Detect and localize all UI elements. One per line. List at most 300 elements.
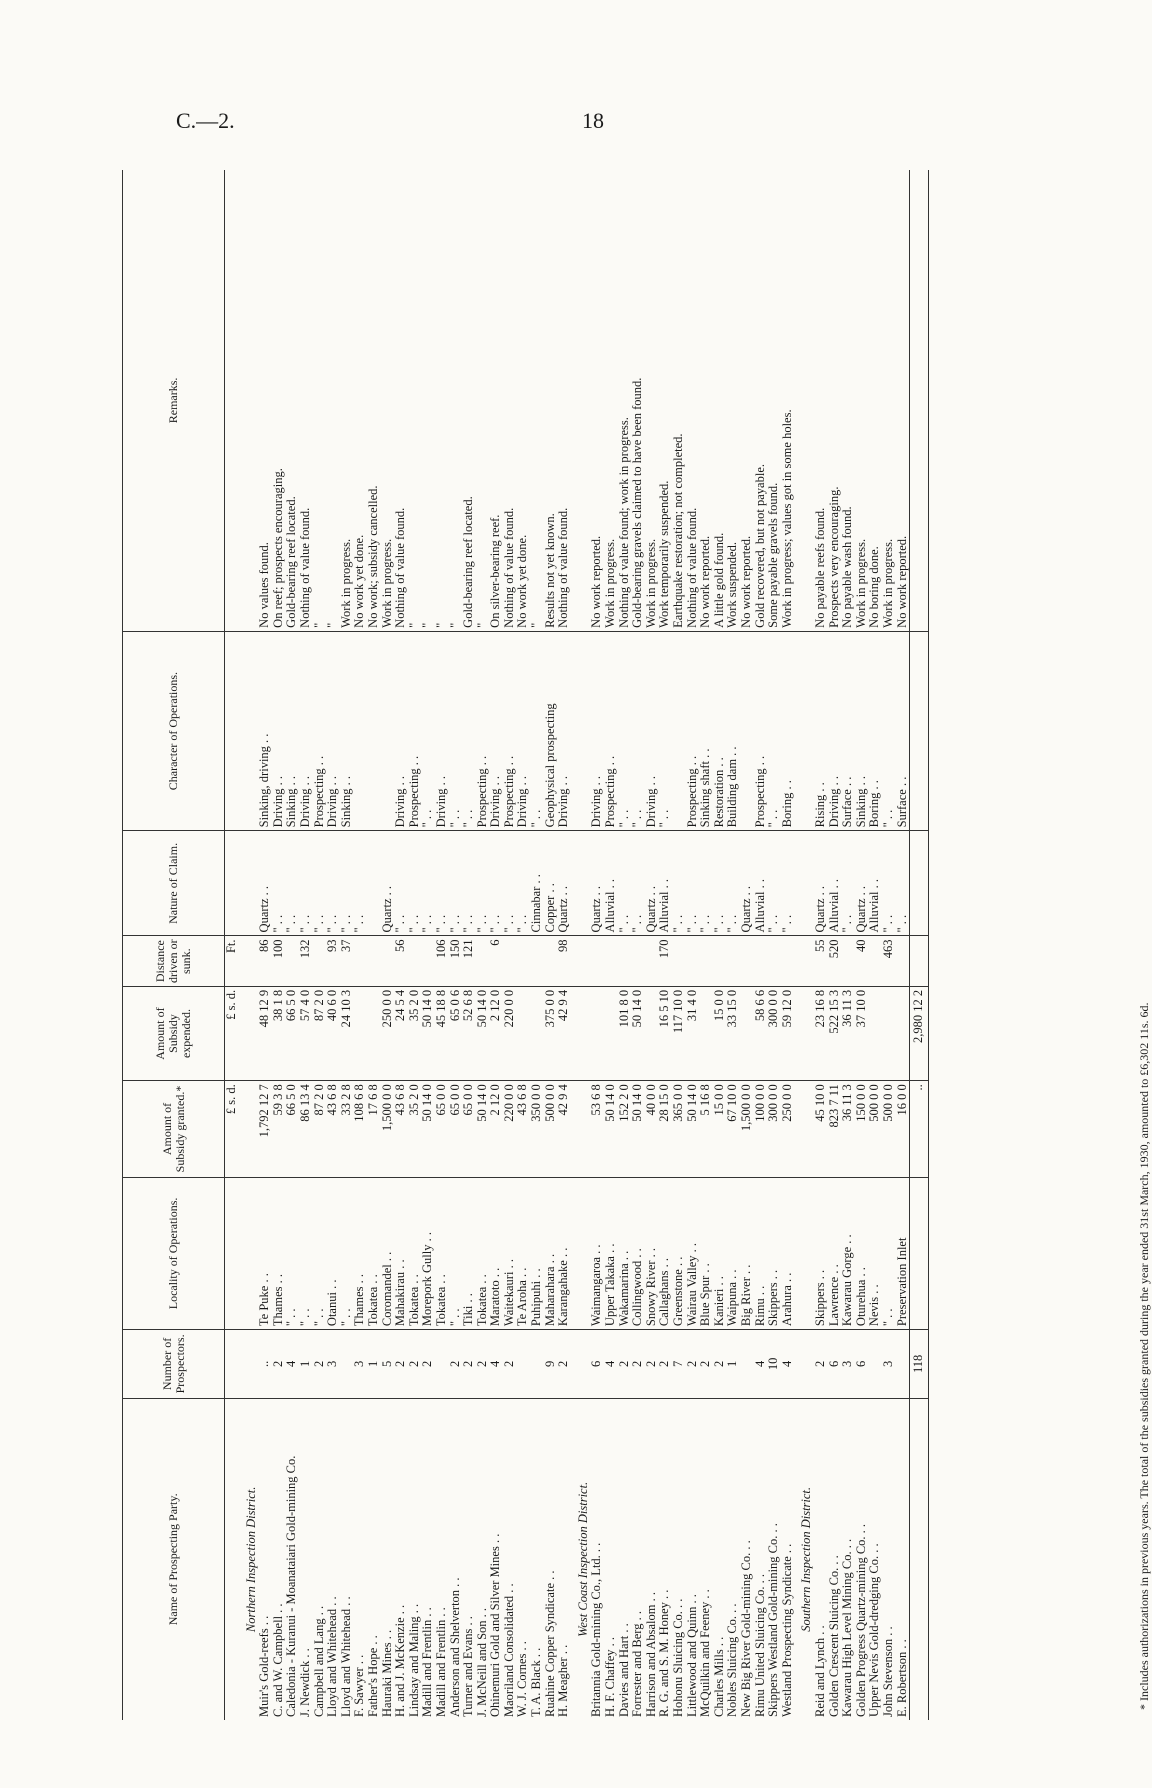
distance: 6 [489,936,503,986]
col-header-character: Character of Operations. [123,631,225,831]
distance [353,936,367,986]
remarks: " [313,170,327,631]
subsidy-granted: 5 16 8 [699,1081,713,1178]
prospector-count: 7 [672,1330,686,1399]
remarks: Nothing of value found; work in progress. [618,170,632,631]
party-name: Hauraki Mines . . [379,1629,394,1717]
party-name: T. A. Black . . [529,1647,544,1717]
distance [590,936,604,986]
claim-nature [367,831,381,936]
claim-nature: " . . [631,831,645,936]
operations-character: Driving . . [489,631,503,831]
table-row [557,170,571,1720]
subsidy-granted: 108 6 8 [353,1081,367,1178]
prospector-count: 2 [814,1330,828,1399]
claim-nature: " . . [299,831,313,936]
claim-nature: Quartz . . [557,831,571,936]
col-header-locality: Locality of Operations. [123,1177,225,1329]
claim-nature: Alluvial . . [604,831,618,936]
table-row [449,170,463,1720]
subsidy-expended: 50 14 0 [421,986,435,1080]
totals-row [910,170,929,1720]
distance [421,936,435,986]
subsidy-granted: 67 10 0 [726,1081,740,1178]
table-row [713,170,727,1720]
operations-character: " . . [449,631,463,831]
claim-nature: " . . [489,831,503,936]
subsidy-expended: 220 0 0 [503,986,517,1080]
operations-character: Sinking . . [285,631,299,831]
subsidy-expended: 40 6 0 [326,986,340,1080]
locality: Nevis . . [868,1177,882,1329]
table-row [503,170,517,1720]
remarks: No work yet done. [516,170,530,631]
party-name: Reid and Lynch . . [812,1625,827,1717]
locality: Arahura . . [781,1177,795,1329]
distance: 121 [462,936,476,986]
page-number: 18 [582,108,604,133]
subsidy-expended: 66 5 0 [285,986,299,1080]
operations-character: Driving . . [299,631,313,831]
distance: 132 [299,936,313,986]
locality: Morepork Gully . . [421,1177,435,1329]
locality: Maratoto . . [489,1177,503,1329]
locality: Te Aroha . . [516,1177,530,1329]
distance [686,936,700,986]
subsidy-granted: 100 0 0 [754,1081,768,1178]
locality: Callaghans . . [658,1177,672,1329]
distance [699,936,713,986]
subsidy-expended [530,986,544,1080]
party-name: H. Meagher . . [556,1644,571,1717]
subsidy-granted: 220 0 0 [503,1081,517,1178]
subsidy-granted: 823 7 11 [828,1081,842,1178]
claim-nature: Quartz . . [381,831,395,936]
units-row [225,170,239,1720]
remarks: Prospects very encouraging. [828,170,842,631]
table-row [896,170,910,1720]
table-row [516,170,530,1720]
distance: 56 [394,936,408,986]
claim-nature: " . . [503,831,517,936]
table-row [767,170,781,1720]
locality: Puhipuhi . . [530,1177,544,1329]
locality: Waimangaroa . . [590,1177,604,1329]
distance [618,936,632,986]
subsidy-granted: 350 0 0 [530,1081,544,1178]
operations-character: Sinking . . [855,631,869,831]
table-row [645,170,659,1720]
prospector-count [530,1330,544,1399]
party-name: Charles Mills . . [711,1636,726,1717]
party-name: Ohinemuri Gold and Silver Mines . . [488,1533,503,1717]
prospector-count: 2 [713,1330,727,1399]
party-name: Lloyd and Whitehead . . [325,1596,340,1717]
locality: Waitekauri . . [503,1177,517,1329]
claim-nature: " . . [326,831,340,936]
subsidy-expended: 31 4 0 [686,986,700,1080]
party-name: Kawarau High Level Mining Co. . . [840,1538,855,1717]
prospector-count: 2 [476,1330,490,1399]
operations-character: Driving . . [435,631,449,831]
distance [313,936,327,986]
prospector-count: 2 [699,1330,713,1399]
district-heading-row [571,170,591,1720]
prospector-count: 10 [767,1330,781,1399]
locality: Thames . . [353,1177,367,1329]
locality: Snowy River . . [645,1177,659,1329]
locality: Wakamarina . . [618,1177,632,1329]
operations-character: " . . [462,631,476,831]
claim-nature: " . . [353,831,367,936]
party-name: C. and W. Campbell . . [270,1603,285,1717]
remarks: Work suspended. [726,170,740,631]
claim-nature: " . . [618,831,632,936]
prospector-count: 4 [285,1330,299,1399]
table-row [882,170,896,1720]
subsidy-expended: 24 10 3 [340,986,354,1080]
operations-character: " . . [530,631,544,831]
distance [544,936,558,986]
locality: Te Puke . . [258,1177,272,1329]
prospector-count: 3 [841,1330,855,1399]
remarks: " [326,170,340,631]
district-name: West Coast Inspection District. [575,1481,590,1637]
operations-character: Surface . . [896,631,910,831]
operations-character: Driving . . [557,631,571,831]
claim-nature: Quartz . . [645,831,659,936]
claim-nature: " . . [435,831,449,936]
party-name: F. Sawyer . . [352,1654,367,1717]
table-row [258,170,272,1720]
remarks: Gold recovered, but not payable. [754,170,768,631]
party-name: H. F. Chaffey . . [603,1636,618,1717]
distance [726,936,740,986]
claim-nature: Alluvial . . [754,831,768,936]
distance: 40 [855,936,869,986]
party-name: Father's Hope . . [365,1635,380,1717]
distance [631,936,645,986]
remarks: Nothing of value found. [686,170,700,631]
party-name: Madill and Frentlin . . [433,1607,448,1717]
operations-character: Driving . . [394,631,408,831]
subsidy-expended: 15 0 0 [713,986,727,1080]
col-header-nature: Nature of Claim. [123,831,225,936]
party-name: Lindsay and Maling . . [406,1603,421,1717]
subsidy-granted: 45 10 0 [814,1081,828,1178]
subsidy-granted: 50 14 0 [631,1081,645,1178]
remarks: " [421,170,435,631]
prospector-count [340,1330,354,1399]
locality: " . . [285,1177,299,1329]
claim-nature: " . . [686,831,700,936]
table-row [726,170,740,1720]
distance: 37 [340,936,354,986]
party-name: Rimu United Sluicing Co. . . [752,1573,767,1717]
subsidy-granted: 17 6 8 [367,1081,381,1178]
remarks: Gold-bearing gravels claimed to have been found. [631,170,645,631]
prospector-count: 4 [604,1330,618,1399]
remarks: No work; subsidy cancelled. [367,170,381,631]
prospector-count: 3 [353,1330,367,1399]
subsidy-granted: 365 0 0 [672,1081,686,1178]
distance [408,936,422,986]
table-row [699,170,713,1720]
locality: " . . [340,1177,354,1329]
distance [841,936,855,986]
subsidy-granted: 152 2 0 [618,1081,632,1178]
table-row [367,170,381,1720]
claim-nature: " . . [394,831,408,936]
subsidy-expended [367,986,381,1080]
subsidy-granted: 500 0 0 [882,1081,896,1178]
distance [754,936,768,986]
prospector-count: 2 [313,1330,327,1399]
locality: Kanieri . . [713,1177,727,1329]
claim-nature: " . . [272,831,286,936]
subsidy-granted: 50 14 0 [421,1081,435,1178]
locality: " . . [313,1177,327,1329]
operations-character [672,631,686,831]
remarks: Work in progress. [855,170,869,631]
subsidy-granted: 87 2 0 [313,1081,327,1178]
party-name: Campbell and Lang . . [311,1605,326,1717]
claim-nature: " . . [476,831,490,936]
subsidy-expended: 24 5 4 [394,986,408,1080]
remarks: Results not yet known. [544,170,558,631]
party-name: Westland Prospecting Syndicate . . [779,1543,794,1717]
prospector-count: 3 [882,1330,896,1399]
party-name: Skippers Westland Gold-mining Co. . . [766,1523,781,1717]
unit-distance: Ft. [225,936,239,986]
prospector-count: 2 [421,1330,435,1399]
locality: Coromandel . . [381,1177,395,1329]
table-row [855,170,869,1720]
locality: Otanui . . [326,1177,340,1329]
operations-character: Driving . . [645,631,659,831]
claim-nature: " . . [896,831,910,936]
claim-nature: " . . [699,831,713,936]
table-row [658,170,672,1720]
party-name: R. G. and S. M. Honey . . [657,1589,672,1717]
remarks: Some payable gravels found. [767,170,781,631]
table-body [225,170,910,1720]
subsidy-granted: 500 0 0 [868,1081,882,1178]
remarks: No work reported. [740,170,754,631]
total-expended: 2,980 12 2 [910,986,929,1080]
subsidy-granted: 250 0 0 [781,1081,795,1178]
prospector-count: 2 [557,1330,571,1399]
party-name: J. McNeill and Son . . [474,1607,489,1717]
subsidy-granted: 66 5 0 [285,1081,299,1178]
operations-character: Geophysical prospecting [544,631,558,831]
table-row [814,170,828,1720]
subsidy-granted: 65 0 0 [462,1081,476,1178]
subsidy-expended [645,986,659,1080]
table-row [394,170,408,1720]
subsidy-granted: 50 14 0 [686,1081,700,1178]
locality: Big River . . [740,1177,754,1329]
distance [476,936,490,986]
distance: 170 [658,936,672,986]
remarks: A little gold found. [713,170,727,631]
subsidy-granted: 150 0 0 [855,1081,869,1178]
district-heading-row [794,170,814,1720]
remarks: Nothing of value found. [299,170,313,631]
subsidy-expended: 45 18 8 [435,986,449,1080]
table-row [489,170,503,1720]
operations-character: Building dam . . [726,631,740,831]
locality: Maharahara . . [544,1177,558,1329]
table-row [353,170,367,1720]
col-header-remarks: Remarks. [123,170,225,631]
subsidy-expended: 35 2 0 [408,986,422,1080]
distance [781,936,795,986]
table-row [841,170,855,1720]
party-name: Ruahine Copper Syndicate . . [542,1570,557,1717]
prospector-count [896,1330,910,1399]
subsidy-expended: 23 16 8 [814,986,828,1080]
subsidy-granted: 500 0 0 [544,1081,558,1178]
remarks: Earthquake restoration; not completed. [672,170,686,631]
report-code: C.—2. [176,108,235,133]
table-row [618,170,632,1720]
distance: 55 [814,936,828,986]
party-name: Littlewood and Quinn . . [684,1594,699,1717]
table-row [408,170,422,1720]
subsidy-granted: 28 15 0 [658,1081,672,1178]
table-row [285,170,299,1720]
party-name: Madill and Frentlin . . [420,1607,435,1717]
subsidy-granted: 50 14 0 [476,1081,490,1178]
remarks: Work temporarily suspended. [658,170,672,631]
total-prospectors: 118 [910,1330,929,1399]
locality: Tokatea . . [367,1177,381,1329]
distance [530,936,544,986]
locality: Karangahake . . [557,1177,571,1329]
locality: Greenstone . . [672,1177,686,1329]
prospector-count [740,1330,754,1399]
operations-character: Restoration . . [713,631,727,831]
remarks: " [530,170,544,631]
remarks: No payable wash found. [841,170,855,631]
operations-character: Sinking shaft . . [699,631,713,831]
party-name: Muir's Gold-reefs . . [257,1615,272,1717]
col-header-granted: Amount of Subsidy granted.* [123,1081,225,1178]
operations-character: Driving . . [590,631,604,831]
remarks: No payable reefs found. [814,170,828,631]
unit-expended: £ s. d. [225,986,239,1080]
table-row [631,170,645,1720]
party-name: Anderson and Shelverton . . [447,1577,462,1717]
table-row [740,170,754,1720]
prospector-count: 3 [326,1330,340,1399]
prospector-count: .. [258,1330,272,1399]
prospector-count: 2 [272,1330,286,1399]
table-row [672,170,686,1720]
subsidy-granted: 15 0 0 [713,1081,727,1178]
prospector-count [868,1330,882,1399]
claim-nature: " . . [781,831,795,936]
claim-nature: " . . [841,831,855,936]
subsidy-expended: 48 12 9 [258,986,272,1080]
subsidy-expended [740,986,754,1080]
distance [896,936,910,986]
remarks: " [449,170,463,631]
subsidy-expended [896,986,910,1080]
claim-nature: " . . [882,831,896,936]
remarks: Work in progress. [645,170,659,631]
table-row [326,170,340,1720]
prospecting-subsidies-table [122,170,929,1720]
remarks: Gold-bearing reef located. [462,170,476,631]
distance: 106 [435,936,449,986]
subsidy-expended: 58 6 6 [754,986,768,1080]
prospector-count [516,1330,530,1399]
table-row [272,170,286,1720]
claim-nature: Alluvial . . [658,831,672,936]
remarks: Nothing of value found. [503,170,517,631]
subsidy-expended [590,986,604,1080]
distance: 86 [258,936,272,986]
claim-nature: Quartz . . [258,831,272,936]
locality: Wairau Valley . . [686,1177,700,1329]
prospector-count: 9 [544,1330,558,1399]
table-row [476,170,490,1720]
prospector-count: 2 [686,1330,700,1399]
distance [503,936,517,986]
prospector-count: 2 [631,1330,645,1399]
subsidy-expended: 42 9 4 [557,986,571,1080]
subsidy-granted: 65 0 0 [435,1081,449,1178]
claim-nature: Alluvial . . [828,831,842,936]
district-name: Southern Inspection District. [799,1486,814,1632]
claim-nature: Quartz . . [814,831,828,936]
locality: Kawarau Gorge . . [841,1177,855,1329]
party-name: H. and J. McKenzie . . [393,1604,408,1717]
party-name: John Stevenson . . [880,1626,895,1717]
col-header-party: Name of Prospecting Party. [123,1398,225,1720]
remarks: No work reported. [896,170,910,631]
operations-character: Driving . . [828,631,842,831]
locality: " . . [449,1177,463,1329]
locality: Collingwood . . [631,1177,645,1329]
distance [516,936,530,986]
claim-nature: Cinnabar . . [530,831,544,936]
prospector-count [435,1330,449,1399]
prospector-count: 6 [590,1330,604,1399]
subsidy-granted: 50 14 0 [604,1081,618,1178]
subsidy-expended: 65 0 6 [449,986,463,1080]
col-header-distance: Distance driven or sunk. [123,936,225,986]
table-row [781,170,795,1720]
table-row [604,170,618,1720]
operations-character: Prospecting . . [476,631,490,831]
subsidy-expended: 522 15 3 [828,986,842,1080]
claim-nature: " . . [767,831,781,936]
remarks: Nothing of value found. [557,170,571,631]
remarks: On reef; prospects encouraging. [272,170,286,631]
subsidy-granted: 43 6 8 [326,1081,340,1178]
claim-nature: Quartz . . [855,831,869,936]
distance [367,936,381,986]
locality: Tiki . . [462,1177,476,1329]
prospector-count: 6 [828,1330,842,1399]
claim-nature: " . . [313,831,327,936]
claim-nature: Copper . . [544,831,558,936]
subsidy-granted: 65 0 0 [449,1081,463,1178]
operations-character: Boring . . [868,631,882,831]
